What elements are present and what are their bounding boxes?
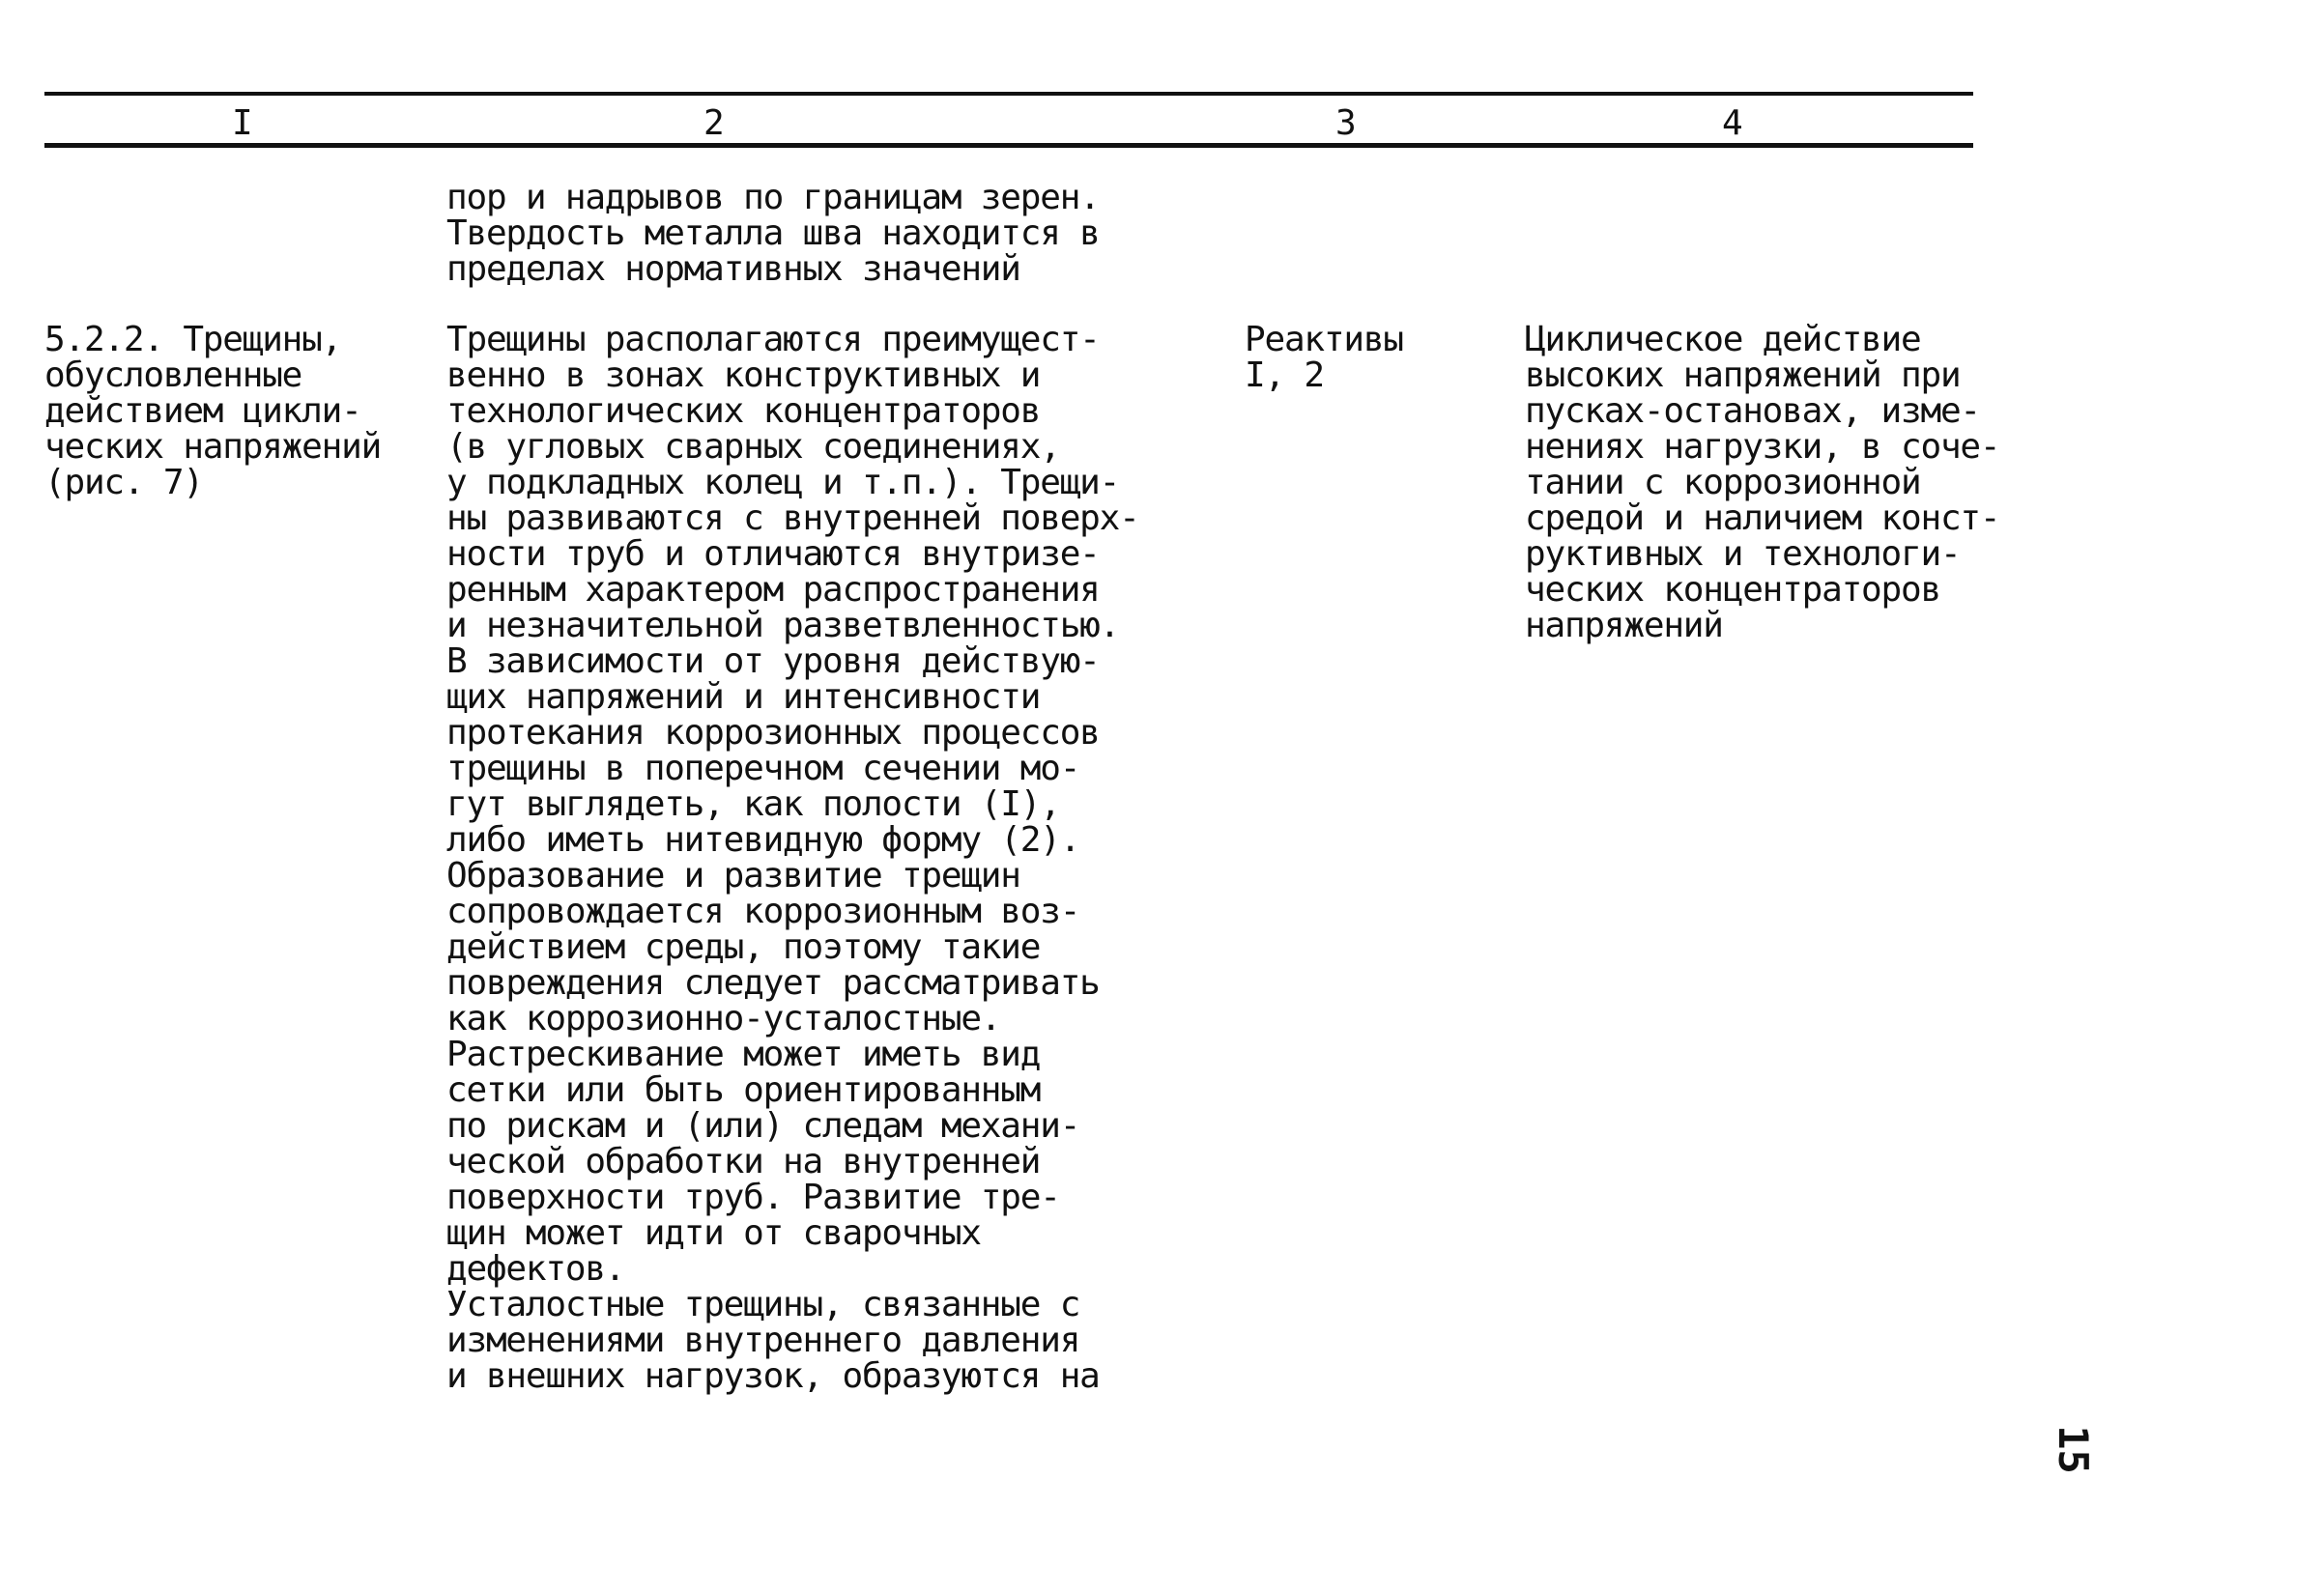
defect-type-cell: 5.2.2. Трещины, обусловленные действием цикли- ческих напряжений (рис. 7) [44,320,382,502]
table-header-bottom-rule [44,143,1973,148]
defect-description-cell: Трещины располагаются преимущест- венно в зонах конструктивных и технологических концентраторов (в угловых сварных соединениях, у подкладных колец и т.п.). Трещи- ны развиваются с внутренней поверх- ности труб и отличаются внутризе- ренным характером распространения и незначительной разветвленностью. В зависимости от уровня действую- щих напряжений и интенсивности протекания коррозионных процессов трещины в поперечном сечении мо- гут выглядеть, как полости (I), либо иметь нитевидную форму (2). Образование и развитие трещин сопровождается коррозионным воз- действием среды, поэтому такие повреждения следует рассматривать как коррозионно-усталостные. Растрескивание может иметь вид сетки или быть ориентированным по рискам и (или) следам механи- ческой обработки на внутренней поверхности труб. Развитие тре- щин может идти от сварочных дефектов. Усталостные трещины, связанные с изменениями внутреннего давления и внешних нагрузок, образуются на [446,320,1139,1396]
column-number-3: 3 [1335,103,1357,143]
table-header-top-rule [44,92,1973,96]
column-number-1: I [232,103,253,143]
page-number: 15 [2049,1425,2097,1474]
cause-cell: Циклическое действие высоких напряжений при пусках-остановах, изме- нениях нагрузки, в соче- тании с коррозионной средой и наличием конст- руктивных и технологи- ческих концентраторов напряжений [1525,320,2000,645]
reagents-cell: Реактивы I, 2 [1245,320,1403,395]
column-number-4: 4 [1722,103,1743,143]
continued-description-text: пор и надрывов по границам зерен. Твердость металла шва находится в пределах нормативных значений [446,178,1100,289]
column-number-2: 2 [703,103,725,143]
